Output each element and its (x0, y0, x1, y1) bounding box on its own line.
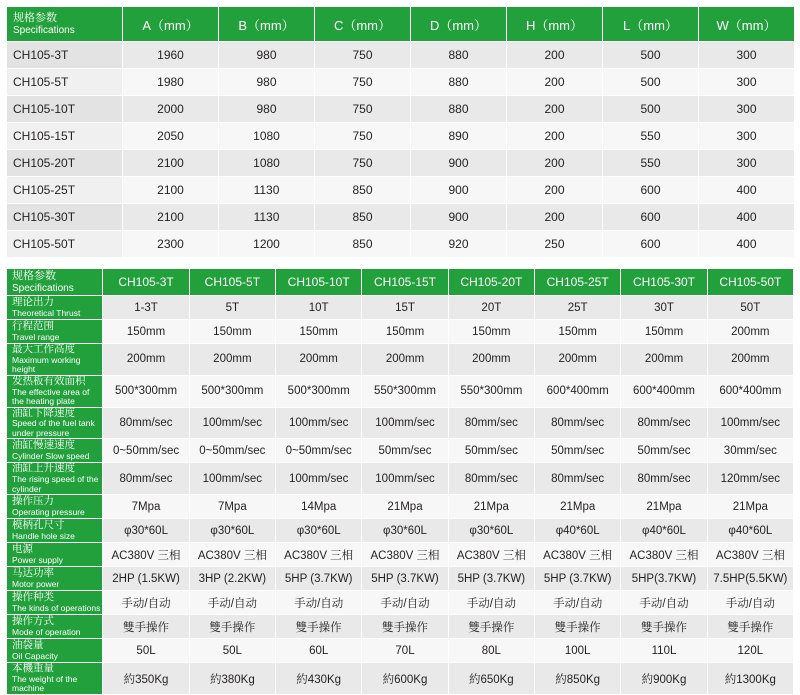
row-label-en: Maximum working height (12, 354, 81, 375)
row-label-cn: 油袋量 (12, 638, 44, 651)
header-label-en: Specifications (13, 24, 75, 36)
parameters-value-cell: 5HP (3.7KW) (535, 567, 621, 591)
row-label-en: The rising speed of the cylinder (12, 474, 99, 494)
dimensions-value-cell: 400 (699, 177, 795, 204)
parameters-model-header: CH105-3T (103, 269, 189, 296)
parameters-model-header: CH105-10T (276, 269, 362, 296)
parameters-value-cell: 70L (362, 639, 448, 663)
dimensions-model-cell: CH105-5T (7, 69, 123, 96)
parameters-value-cell: 5HP (3.7KW) (448, 567, 534, 591)
dimensions-value-cell: 2050 (123, 123, 219, 150)
table-row (7, 439, 794, 463)
parameters-row-label (7, 439, 103, 463)
dimensions-header-row (7, 7, 795, 42)
dimensions-table (6, 6, 795, 258)
row-label-en: The effective area of the heating plate (12, 386, 90, 407)
parameters-value-cell: 200mm (707, 320, 793, 344)
dimensions-value-cell: 750 (315, 69, 411, 96)
parameters-value-cell: 手动/自动 (362, 591, 448, 615)
dimensions-value-cell: 1980 (123, 69, 219, 96)
row-label-en: Cylinder Slow speed (12, 450, 90, 461)
dimensions-value-cell: 980 (219, 96, 315, 123)
parameters-value-cell: φ40*60L (707, 519, 793, 543)
dimensions-model-cell: CH105-3T (7, 42, 123, 69)
parameters-value-cell: 手动/自动 (103, 591, 189, 615)
row-label-en: The kinds of operations (12, 602, 101, 613)
row-label-cn: 油缸下降速度 (12, 406, 75, 419)
parameters-header-specifications (7, 269, 103, 296)
row-label-cn: 电源 (12, 542, 33, 555)
dimensions-model-cell: CH105-15T (7, 123, 123, 150)
dimensions-value-cell: 400 (699, 204, 795, 231)
parameters-value-cell: 150mm (189, 320, 275, 344)
dimensions-value-cell: 2300 (123, 231, 219, 258)
table-row (7, 615, 794, 639)
dimensions-header-d (411, 7, 507, 42)
parameters-value-cell: 50mm/sec (621, 439, 707, 463)
row-label-en: The weight of the machine (12, 673, 78, 694)
parameters-value-cell: 100mm/sec (189, 463, 275, 495)
parameters-row-label (7, 591, 103, 615)
parameters-row-label (7, 567, 103, 591)
parameters-value-cell: 5HP (3.7KW) (276, 567, 362, 591)
parameters-value-cell: 100mm/sec (362, 407, 448, 439)
parameters-model-header: CH105-25T (535, 269, 621, 296)
parameters-value-cell: 3HP (2.2KW) (189, 567, 275, 591)
parameters-value-cell: 80mm/sec (535, 463, 621, 495)
dimensions-value-cell: 890 (411, 123, 507, 150)
dimensions-header-h (507, 7, 603, 42)
parameters-value-cell: 25T (535, 296, 621, 320)
column-label-c: C（mm） (333, 17, 392, 33)
dimensions-value-cell: 880 (411, 69, 507, 96)
parameters-value-cell: 200mm (535, 344, 621, 376)
parameters-value-cell: 0~50mm/sec (276, 439, 362, 463)
parameters-value-cell: 500*300mm (276, 375, 362, 407)
parameters-value-cell: 60L (276, 639, 362, 663)
parameters-value-cell: 80mm/sec (535, 407, 621, 439)
row-label-cn: 最大工作高度 (12, 343, 75, 355)
parameters-value-cell: 1-3T (103, 296, 189, 320)
parameters-value-cell: 約1300Kg (707, 663, 793, 695)
parameters-value-cell: φ40*60L (535, 519, 621, 543)
parameters-value-cell: 50mm/sec (535, 439, 621, 463)
table-row (7, 567, 794, 591)
row-label-cn: 操作方式 (12, 614, 54, 627)
row-label-cn: 行程范围 (12, 319, 54, 332)
parameters-value-cell: 21Mpa (448, 495, 534, 519)
parameters-value-cell: 約900Kg (621, 663, 707, 695)
parameters-value-cell: AC380V 三相 (535, 543, 621, 567)
parameters-value-cell: 雙手操作 (362, 615, 448, 639)
parameters-value-cell: 550*300mm (448, 375, 534, 407)
parameters-value-cell: 手动/自动 (707, 591, 793, 615)
parameters-table-head (7, 269, 794, 296)
parameters-value-cell: 600*400mm (535, 375, 621, 407)
dimensions-value-cell: 600 (603, 204, 699, 231)
dimensions-value-cell: 850 (315, 204, 411, 231)
row-label-en: Mode of operation (12, 626, 81, 637)
dimensions-value-cell: 200 (507, 69, 603, 96)
table-row (7, 495, 794, 519)
dimensions-value-cell: 200 (507, 177, 603, 204)
column-label-d: D（mm） (429, 17, 488, 33)
column-label-w: W（mm） (716, 17, 777, 33)
parameters-value-cell: 雙手操作 (189, 615, 275, 639)
dimensions-value-cell: 980 (219, 69, 315, 96)
parameters-row-label (7, 375, 103, 407)
parameters-value-cell: 21Mpa (362, 495, 448, 519)
parameters-value-cell: 約650Kg (448, 663, 534, 695)
parameters-value-cell: AC380V 三相 (276, 543, 362, 567)
row-label-cn: 理论出力 (12, 295, 54, 308)
row-label-cn: 操作压力 (12, 494, 54, 507)
table-row (7, 231, 795, 258)
parameters-value-cell: 500*300mm (189, 375, 275, 407)
row-label-cn: 本機重量 (12, 662, 54, 675)
dimensions-value-cell: 1200 (219, 231, 315, 258)
parameters-value-cell: 200mm (707, 344, 793, 376)
parameters-value-cell: 100mm/sec (276, 463, 362, 495)
parameters-value-cell: 80mm/sec (103, 463, 189, 495)
dimensions-value-cell: 1080 (219, 150, 315, 177)
dimensions-value-cell: 500 (603, 69, 699, 96)
table-row (7, 543, 794, 567)
dimensions-value-cell: 750 (315, 150, 411, 177)
parameters-row-label (7, 495, 103, 519)
table-row (7, 463, 794, 495)
parameters-row-label (7, 663, 103, 695)
parameters-value-cell: 50L (189, 639, 275, 663)
dimensions-value-cell: 900 (411, 204, 507, 231)
parameters-value-cell: 約430Kg (276, 663, 362, 695)
parameters-value-cell: 80mm/sec (621, 407, 707, 439)
dimensions-value-cell: 920 (411, 231, 507, 258)
parameters-value-cell: 120L (707, 639, 793, 663)
parameters-value-cell: 2HP (1.5KW) (103, 567, 189, 591)
parameters-value-cell: 600*400mm (621, 375, 707, 407)
table-row (7, 150, 795, 177)
parameters-value-cell: 150mm (276, 320, 362, 344)
parameters-value-cell: φ30*60L (276, 519, 362, 543)
dimensions-header-specifications (7, 7, 123, 42)
parameters-value-cell: 80mm/sec (448, 407, 534, 439)
dimensions-value-cell: 200 (507, 204, 603, 231)
parameters-value-cell: 5T (189, 296, 275, 320)
header-label-en: Specifications (12, 282, 74, 294)
dimensions-value-cell: 400 (699, 231, 795, 258)
dimensions-model-cell: CH105-20T (7, 150, 123, 177)
dimensions-value-cell: 300 (699, 96, 795, 123)
parameters-model-header: CH105-5T (189, 269, 275, 296)
row-label-en: Handle hole size (12, 530, 75, 541)
dimensions-header-b (219, 7, 315, 42)
parameters-value-cell: 50L (103, 639, 189, 663)
parameters-value-cell: 雙手操作 (621, 615, 707, 639)
dimensions-value-cell: 200 (507, 150, 603, 177)
column-label-h: H（mm） (525, 17, 584, 33)
parameters-value-cell: 5HP (3.7KW) (362, 567, 448, 591)
row-label-cn: 发热板有效面积 (12, 374, 86, 387)
dimensions-value-cell: 200 (507, 96, 603, 123)
dimensions-value-cell: 250 (507, 231, 603, 258)
dimensions-value-cell: 750 (315, 96, 411, 123)
parameters-value-cell: 500*300mm (103, 375, 189, 407)
row-label-cn: 马达功率 (12, 566, 54, 579)
parameters-value-cell: 手动/自动 (276, 591, 362, 615)
parameters-value-cell: 雙手操作 (103, 615, 189, 639)
parameters-value-cell: 200mm (276, 344, 362, 376)
parameters-row-label (7, 463, 103, 495)
parameters-value-cell: 200mm (621, 344, 707, 376)
parameters-value-cell: 21Mpa (535, 495, 621, 519)
table-row (7, 96, 795, 123)
table-row (7, 204, 795, 231)
dimensions-value-cell: 850 (315, 231, 411, 258)
row-label-en: Operating pressure (12, 506, 85, 517)
parameters-value-cell: 550*300mm (362, 375, 448, 407)
parameters-value-cell: 21Mpa (707, 495, 793, 519)
dimensions-value-cell: 2100 (123, 204, 219, 231)
parameters-value-cell: 手动/自动 (535, 591, 621, 615)
parameters-value-cell: 雙手操作 (276, 615, 362, 639)
parameters-row-label (7, 615, 103, 639)
table-row (7, 320, 794, 344)
parameters-value-cell: 30mm/sec (707, 439, 793, 463)
row-label-cn: 油缸慢速速度 (12, 439, 75, 452)
parameters-value-cell: AC380V 三相 (448, 543, 534, 567)
row-label-en: Motor power (12, 578, 60, 589)
parameters-header-row (7, 269, 794, 296)
table-row (7, 42, 795, 69)
parameters-value-cell: 14Mpa (276, 495, 362, 519)
parameters-row-label (7, 344, 103, 376)
row-label-en: Travel range (12, 331, 60, 342)
column-label-b: B（mm） (238, 17, 295, 33)
dimensions-value-cell: 1080 (219, 123, 315, 150)
parameters-value-cell: 約600Kg (362, 663, 448, 695)
row-label-cn: 操作种类 (12, 590, 54, 603)
header-label-cn: 规格参数 (12, 270, 56, 283)
parameters-row-label (7, 543, 103, 567)
dimensions-value-cell: 300 (699, 123, 795, 150)
table-row (7, 519, 794, 543)
table-row (7, 591, 794, 615)
parameters-value-cell: 21Mpa (621, 495, 707, 519)
dimensions-model-cell: CH105-30T (7, 204, 123, 231)
parameters-value-cell: 15T (362, 296, 448, 320)
parameters-value-cell: 0~50mm/sec (189, 439, 275, 463)
dimensions-value-cell: 550 (603, 123, 699, 150)
dimensions-value-cell: 1130 (219, 204, 315, 231)
parameters-value-cell: 雙手操作 (707, 615, 793, 639)
parameters-value-cell: 100mm/sec (276, 407, 362, 439)
column-label-l: L（mm） (623, 17, 678, 33)
table-row (7, 375, 794, 407)
parameters-value-cell: 200mm (189, 344, 275, 376)
parameters-value-cell: 150mm (448, 320, 534, 344)
table-row (7, 407, 794, 439)
parameters-value-cell: φ30*60L (448, 519, 534, 543)
parameters-table-body (7, 296, 794, 695)
dimensions-header-c (315, 7, 411, 42)
dimensions-table-head (7, 7, 795, 42)
parameters-value-cell: φ40*60L (621, 519, 707, 543)
parameters-model-header: CH105-30T (621, 269, 707, 296)
parameters-value-cell: 7Mpa (189, 495, 275, 519)
parameters-value-cell: 600*400mm (707, 375, 793, 407)
table-row (7, 296, 794, 320)
parameters-value-cell: 100mm/sec (362, 463, 448, 495)
parameters-table (6, 268, 794, 695)
parameters-value-cell: 80mm/sec (621, 463, 707, 495)
table-row (7, 344, 794, 376)
parameters-value-cell: 雙手操作 (448, 615, 534, 639)
dimensions-table-body (7, 42, 795, 258)
parameters-row-label (7, 320, 103, 344)
dimensions-value-cell: 2100 (123, 150, 219, 177)
dimensions-value-cell: 750 (315, 42, 411, 69)
parameters-value-cell: 80L (448, 639, 534, 663)
parameters-value-cell: 0~50mm/sec (103, 439, 189, 463)
row-label-en: Power supply (12, 554, 64, 565)
table-row (7, 123, 795, 150)
parameters-row-label (7, 519, 103, 543)
parameters-value-cell: 200mm (103, 344, 189, 376)
parameters-value-cell: φ30*60L (103, 519, 189, 543)
dimensions-model-cell: CH105-25T (7, 177, 123, 204)
dimensions-value-cell: 750 (315, 123, 411, 150)
parameters-value-cell: 30T (621, 296, 707, 320)
parameters-value-cell: AC380V 三相 (621, 543, 707, 567)
dimensions-model-cell: CH105-10T (7, 96, 123, 123)
parameters-value-cell: 50T (707, 296, 793, 320)
dimensions-value-cell: 300 (699, 150, 795, 177)
table-row (7, 177, 795, 204)
row-label-en: Theoretical Thrust (12, 307, 81, 318)
parameters-value-cell: 50mm/sec (362, 439, 448, 463)
row-label-en: Oil Capacity (12, 650, 58, 661)
parameters-value-cell: 110L (621, 639, 707, 663)
dimensions-value-cell: 1960 (123, 42, 219, 69)
dimensions-model-cell: CH105-50T (7, 231, 123, 258)
dimensions-value-cell: 2000 (123, 96, 219, 123)
parameters-value-cell: 5HP(3.7KW) (621, 567, 707, 591)
parameters-model-header: CH105-50T (707, 269, 793, 296)
parameters-value-cell: AC380V 三相 (103, 543, 189, 567)
column-label-a: A（mm） (142, 17, 199, 33)
parameters-value-cell: 100mm/sec (189, 407, 275, 439)
parameters-value-cell: φ30*60L (362, 519, 448, 543)
parameters-value-cell: 7Mpa (103, 495, 189, 519)
parameters-value-cell: 約350Kg (103, 663, 189, 695)
parameters-value-cell: 手动/自动 (448, 591, 534, 615)
table-row (7, 639, 794, 663)
parameters-value-cell: 10T (276, 296, 362, 320)
dimensions-value-cell: 500 (603, 42, 699, 69)
dimensions-header-a (123, 7, 219, 42)
parameters-value-cell: φ30*60L (189, 519, 275, 543)
parameters-row-label (7, 407, 103, 439)
dimensions-header-l (603, 7, 699, 42)
dimensions-value-cell: 200 (507, 123, 603, 150)
parameters-value-cell: 手动/自动 (189, 591, 275, 615)
dimensions-value-cell: 880 (411, 42, 507, 69)
parameters-value-cell: 雙手操作 (535, 615, 621, 639)
dimensions-value-cell: 200 (507, 42, 603, 69)
dimensions-value-cell: 600 (603, 177, 699, 204)
parameters-value-cell: 150mm (103, 320, 189, 344)
table-row (7, 663, 794, 695)
dimensions-value-cell: 900 (411, 150, 507, 177)
parameters-value-cell: AC380V 三相 (362, 543, 448, 567)
parameters-value-cell: 80mm/sec (448, 463, 534, 495)
row-label-cn: 油缸上升速度 (12, 462, 75, 475)
parameters-value-cell: 7.5HP(5.5KW) (707, 567, 793, 591)
parameters-value-cell: 200mm (362, 344, 448, 376)
dimensions-value-cell: 600 (603, 231, 699, 258)
dimensions-value-cell: 900 (411, 177, 507, 204)
row-label-en: Speed of the fuel tank under pressure (12, 418, 95, 438)
dimensions-value-cell: 980 (219, 42, 315, 69)
parameters-value-cell: 150mm (362, 320, 448, 344)
parameters-row-label (7, 639, 103, 663)
parameters-value-cell: 約380Kg (189, 663, 275, 695)
parameters-value-cell: 20T (448, 296, 534, 320)
parameters-value-cell: 手动/自动 (621, 591, 707, 615)
dimensions-value-cell: 300 (699, 42, 795, 69)
dimensions-value-cell: 850 (315, 177, 411, 204)
parameters-row-label (7, 296, 103, 320)
parameters-value-cell: 120mm/sec (707, 463, 793, 495)
row-label-cn: 模柄孔尺寸 (12, 518, 65, 531)
parameters-value-cell: 50mm/sec (448, 439, 534, 463)
parameters-value-cell: AC380V 三相 (189, 543, 275, 567)
dimensions-value-cell: 1130 (219, 177, 315, 204)
parameters-value-cell: 約850Kg (535, 663, 621, 695)
header-label-cn: 规格参数 (13, 11, 57, 24)
dimensions-value-cell: 500 (603, 96, 699, 123)
parameters-value-cell: 100L (535, 639, 621, 663)
table-row (7, 69, 795, 96)
parameters-value-cell: 150mm (621, 320, 707, 344)
parameters-value-cell: 200mm (448, 344, 534, 376)
dimensions-value-cell: 880 (411, 96, 507, 123)
dimensions-value-cell: 2100 (123, 177, 219, 204)
parameters-value-cell: 100mm/sec (707, 407, 793, 439)
dimensions-value-cell: 550 (603, 150, 699, 177)
parameters-value-cell: AC380V 三相 (707, 543, 793, 567)
parameters-value-cell: 150mm (535, 320, 621, 344)
parameters-value-cell: 80mm/sec (103, 407, 189, 439)
dimensions-header-w (699, 7, 795, 42)
parameters-model-header: CH105-15T (362, 269, 448, 296)
parameters-model-header: CH105-20T (448, 269, 534, 296)
dimensions-value-cell: 300 (699, 69, 795, 96)
